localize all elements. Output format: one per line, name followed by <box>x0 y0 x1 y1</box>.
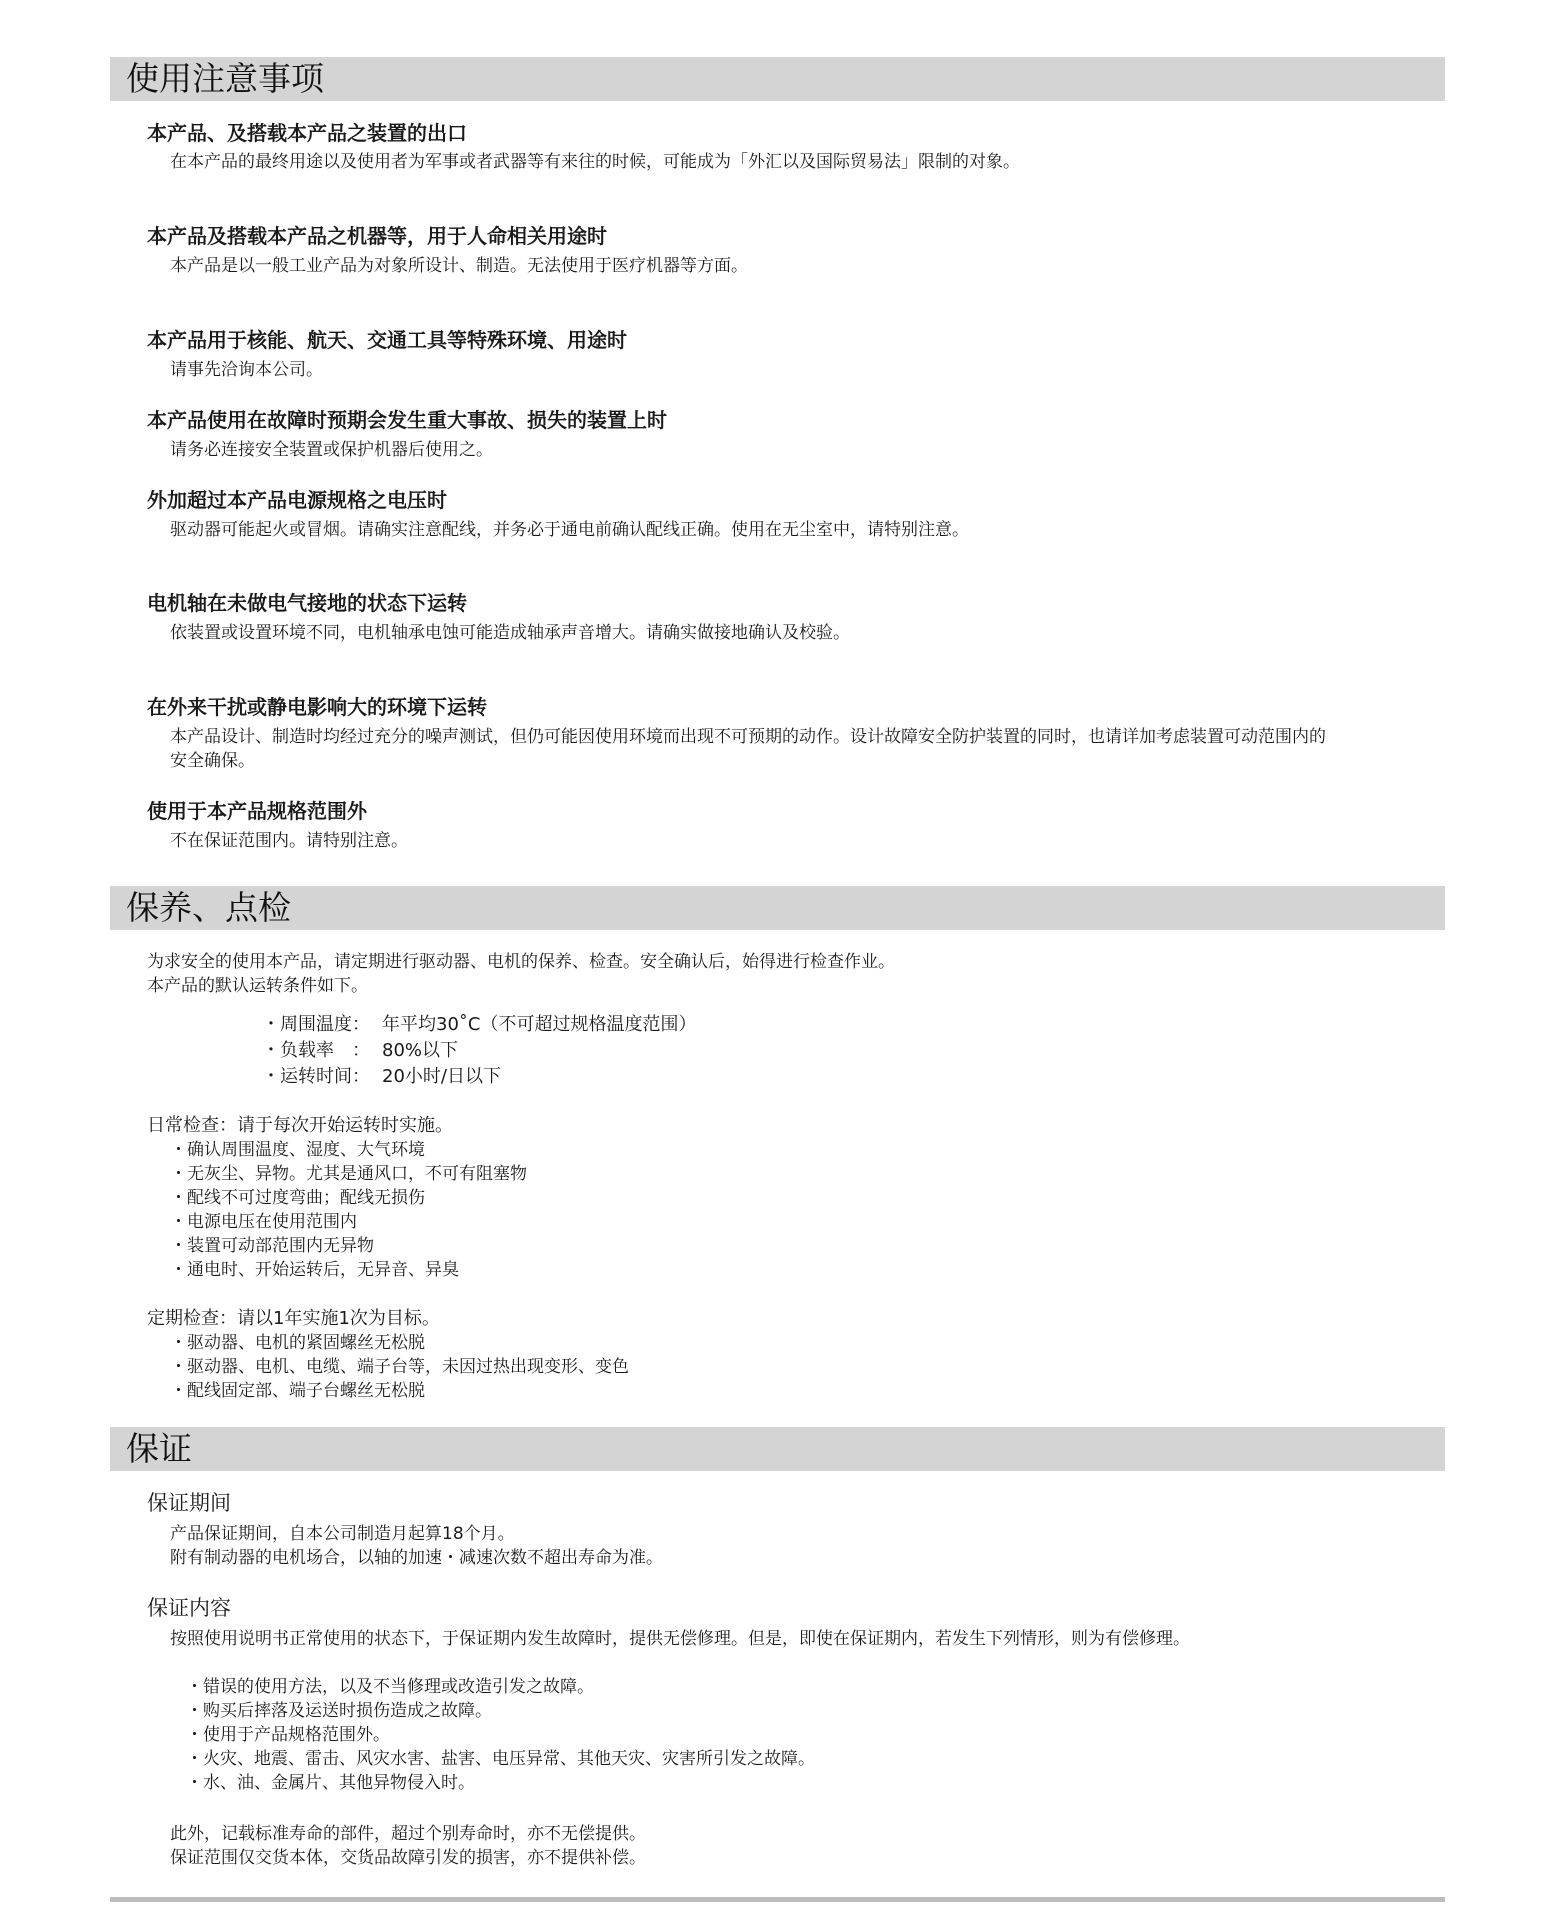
condition-label: ・负载率 ： <box>262 1040 370 1061</box>
section-title: 保证 <box>126 1429 192 1468</box>
list-item: ・ 配线固定部、端子台螺丝无松脱 <box>170 1379 629 1403</box>
condition-label: ・周围温度： <box>262 1014 370 1035</box>
condition-row <box>262 1038 696 1064</box>
operating-conditions <box>262 1012 696 1090</box>
item-heading: 使用于本产品规格范围外 <box>147 799 367 823</box>
warranty-period-text: 产品保证期间，自本公司制造月起算18个月。 <box>170 1524 515 1544</box>
condition-row <box>262 1064 696 1090</box>
item-heading: 在外来干扰或静电影响大的环境下运转 <box>147 695 487 719</box>
periodic-check-list <box>170 1331 629 1403</box>
closing-text: 此外，记载标准寿命的部件，超过个别寿命时，亦不无偿提供。 <box>170 1824 646 1844</box>
warranty-period-text: 附有制动器的电机场合，以轴的加速・减速次数不超出寿命为准。 <box>170 1548 663 1568</box>
item-body: 依装置或设置环境不同，电机轴承电蚀可能造成轴承声音增大。请确实做接地确认及校验。 <box>170 623 850 643</box>
item-body: 不在保证范围内。请特别注意。 <box>170 831 408 851</box>
list-item: ・ 水、油、金属片、其他异物侵入时。 <box>186 1771 815 1795</box>
item-heading: 本产品使用在故障时预期会发生重大事故、损失的装置上时 <box>147 408 667 432</box>
warranty-exclusion-list <box>186 1675 815 1795</box>
intro-text: 本产品的默认运转条件如下。 <box>147 976 368 996</box>
item-body: 驱动器可能起火或冒烟。请确实注意配线，并务必于通电前确认配线正确。使用在无尘室中，请特别注意。 <box>170 520 969 540</box>
list-item: ・ 驱动器、电机、电缆、端子台等，未因过热出现变形、变色 <box>170 1355 629 1379</box>
item-body: 安全确保。 <box>170 751 255 771</box>
list-item: ・ 购买后摔落及运送时损伤造成之故障。 <box>186 1699 815 1723</box>
list-item: ・ 电源电压在使用范围内 <box>170 1210 527 1234</box>
warranty-content-heading: 保证内容 <box>147 1596 231 1620</box>
item-body: 在本产品的最终用途以及使用者为军事或者武器等有来往的时候，可能成为「外汇以及国际贸易法」限制的对象。 <box>170 152 1020 172</box>
list-item: ・ 通电时、开始运转后，无异音、异臭 <box>170 1258 527 1282</box>
bottom-divider <box>110 1897 1445 1902</box>
daily-check-title: 日常检查：请于每次开始运转时实施。 <box>147 1115 453 1136</box>
condition-value: 年平均30˚C（不可超过规格温度范围） <box>382 1014 697 1035</box>
condition-row <box>262 1012 696 1038</box>
daily-check-list <box>170 1138 527 1282</box>
item-body: 本产品是以一般工业产品为对象所设计、制造。无法使用于医疗机器等方面。 <box>170 256 748 276</box>
closing-text: 保证范围仅交货本体，交货品故障引发的损害，亦不提供补偿。 <box>170 1848 646 1868</box>
section-header-usage-notes <box>110 57 1445 101</box>
section-title: 保养、点检 <box>126 888 291 927</box>
section-header-warranty <box>110 1427 1445 1471</box>
item-body: 请务必连接安全装置或保护机器后使用之。 <box>170 440 493 460</box>
item-heading: 外加超过本产品电源规格之电压时 <box>147 488 447 512</box>
item-body: 本产品设计、制造时均经过充分的噪声测试，但仍可能因使用环境而出现不可预期的动作。设计故障安全防护装置的同时，也请详加考虑装置可动范围内的 <box>170 727 1326 747</box>
item-body: 请事先洽询本公司。 <box>170 360 323 380</box>
section-title: 使用注意事项 <box>126 59 324 98</box>
condition-value: 80%以下 <box>382 1040 459 1061</box>
periodic-check-title: 定期检查：请以1年实施1次为目标。 <box>147 1308 440 1329</box>
list-item: ・ 错误的使用方法，以及不当修理或改造引发之故障。 <box>186 1675 815 1699</box>
list-item: ・ 配线不可过度弯曲；配线无损伤 <box>170 1186 527 1210</box>
list-item: ・ 火灾、地震、雷击、风灾水害、盐害、电压异常、其他天灾、灾害所引发之故障。 <box>186 1747 815 1771</box>
item-heading: 本产品、及搭载本产品之装置的出口 <box>147 121 467 145</box>
item-heading: 电机轴在未做电气接地的状态下运转 <box>147 591 467 615</box>
list-item: ・ 确认周围温度、湿度、大气环境 <box>170 1138 527 1162</box>
list-item: ・ 驱动器、电机的紧固螺丝无松脱 <box>170 1331 629 1355</box>
condition-label: ・运转时间： <box>262 1066 370 1087</box>
warranty-content-text: 按照使用说明书正常使用的状态下，于保证期内发生故障时，提供无偿修理。但是，即使在保证期内，若发生下列情形，则为有偿修理。 <box>170 1629 1190 1649</box>
list-item: ・ 使用于产品规格范围外。 <box>186 1723 815 1747</box>
section-header-maintenance <box>110 886 1445 930</box>
list-item: ・ 无灰尘、异物。尤其是通风口，不可有阻塞物 <box>170 1162 527 1186</box>
warranty-period-heading: 保证期间 <box>147 1491 231 1515</box>
condition-value: 20小时/日以下 <box>382 1066 501 1087</box>
item-heading: 本产品用于核能、航天、交通工具等特殊环境、用途时 <box>147 328 627 352</box>
list-item: ・ 装置可动部范围内无异物 <box>170 1234 527 1258</box>
item-heading: 本产品及搭载本产品之机器等，用于人命相关用途时 <box>147 224 607 248</box>
intro-text: 为求安全的使用本产品，请定期进行驱动器、电机的保养、检查。安全确认后，始得进行检查作业。 <box>147 952 895 972</box>
